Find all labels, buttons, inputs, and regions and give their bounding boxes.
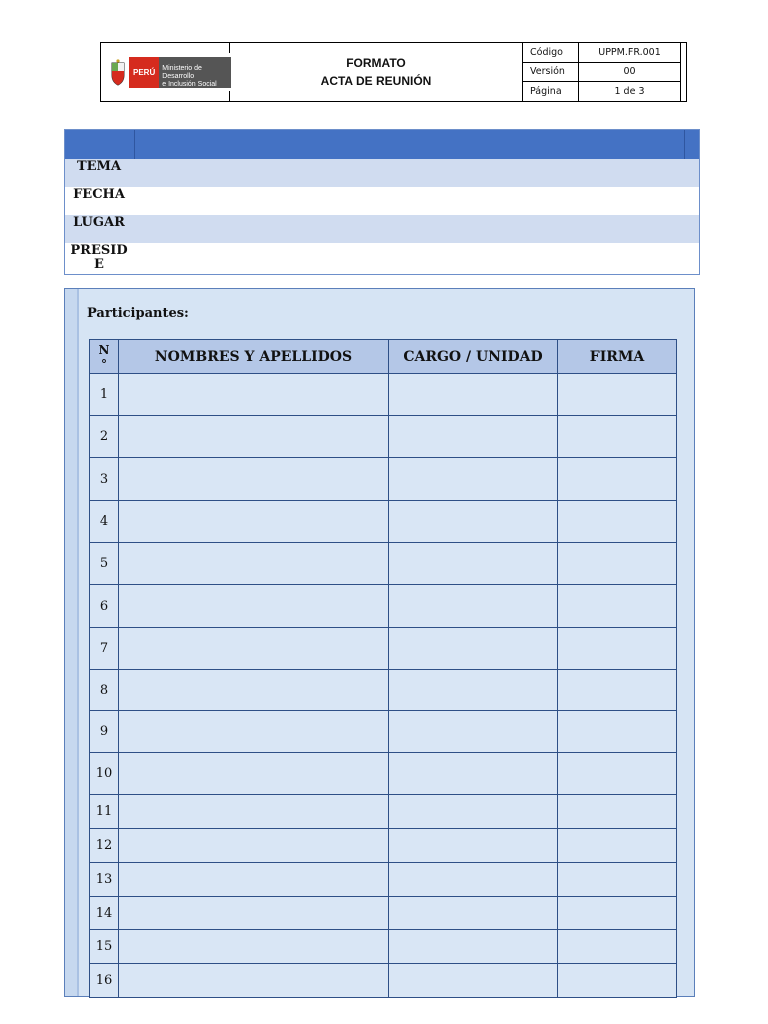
cargo-cell[interactable]	[389, 628, 558, 670]
meta-value: 1 de 3	[579, 82, 681, 102]
row-number: 6	[90, 585, 119, 628]
meeting-info-table	[64, 129, 700, 275]
name-cell[interactable]	[119, 501, 389, 543]
table-row	[90, 897, 677, 930]
firma-cell[interactable]	[558, 897, 677, 930]
table-row	[90, 829, 677, 863]
firma-cell[interactable]	[558, 863, 677, 897]
participants-title: Participantes:	[87, 306, 189, 321]
firma-cell[interactable]	[558, 753, 677, 795]
participants-header-row	[90, 340, 677, 374]
cargo-cell[interactable]	[389, 829, 558, 863]
participants-section	[64, 288, 695, 997]
logo-cell	[101, 43, 230, 101]
column-header-number-line-1: N	[98, 342, 110, 357]
info-label-preside	[65, 244, 133, 272]
table-row	[90, 795, 677, 829]
meta-label: Página	[523, 82, 579, 102]
document-title	[230, 43, 522, 101]
meta-value: UPPM.FR.001	[579, 43, 681, 63]
table-row	[90, 585, 677, 628]
info-label-tema: TEMA	[76, 159, 122, 174]
cargo-cell[interactable]	[389, 753, 558, 795]
table-row	[90, 930, 677, 964]
participants-body	[90, 374, 677, 998]
info-header-bar	[65, 130, 699, 159]
cargo-cell[interactable]	[389, 416, 558, 458]
row-number: 14	[90, 897, 119, 930]
info-row-fecha[interactable]	[65, 187, 699, 215]
info-label-preside-line-1: PRESID	[70, 243, 128, 258]
meta-label: Código	[523, 43, 579, 63]
divider	[684, 130, 685, 159]
name-cell[interactable]	[119, 628, 389, 670]
name-cell[interactable]	[119, 964, 389, 998]
cargo-cell[interactable]	[389, 543, 558, 585]
name-cell[interactable]	[119, 458, 389, 501]
name-cell[interactable]	[119, 543, 389, 585]
meta-row-codigo	[523, 43, 681, 63]
name-cell[interactable]	[119, 795, 389, 829]
cargo-cell[interactable]	[389, 374, 558, 416]
info-label-lugar: LUGAR	[73, 215, 125, 230]
row-number: 1	[90, 374, 119, 416]
row-number: 7	[90, 628, 119, 670]
cargo-cell[interactable]	[389, 930, 558, 964]
cargo-cell[interactable]	[389, 711, 558, 753]
column-header-firma: FIRMA	[558, 340, 677, 374]
name-cell[interactable]	[119, 374, 389, 416]
ministry-name	[159, 57, 231, 88]
name-cell[interactable]	[119, 930, 389, 964]
column-header-cargo: CARGO / UNIDAD	[389, 340, 558, 374]
meta-row-version	[523, 62, 681, 82]
table-row	[90, 863, 677, 897]
title-line-2: ACTA DE REUNIÓN	[320, 74, 432, 88]
column-header-number	[90, 340, 119, 374]
cargo-cell[interactable]	[389, 897, 558, 930]
row-number: 9	[90, 711, 119, 753]
table-row	[90, 628, 677, 670]
ministry-line-2: e Inclusión Social	[162, 81, 217, 88]
cargo-cell[interactable]	[389, 670, 558, 711]
name-cell[interactable]	[119, 585, 389, 628]
column-header-name: NOMBRES Y APELLIDOS	[119, 340, 389, 374]
divider	[134, 130, 135, 159]
name-cell[interactable]	[119, 670, 389, 711]
cargo-cell[interactable]	[389, 501, 558, 543]
table-row	[90, 374, 677, 416]
table-row	[90, 670, 677, 711]
row-number: 5	[90, 543, 119, 585]
row-number: 12	[90, 829, 119, 863]
info-row-tema[interactable]	[65, 159, 699, 187]
name-cell[interactable]	[119, 753, 389, 795]
meta-row-pagina	[523, 82, 681, 102]
name-cell[interactable]	[119, 829, 389, 863]
peru-label: PERÚ	[129, 57, 159, 88]
row-number: 2	[90, 416, 119, 458]
name-cell[interactable]	[119, 711, 389, 753]
info-row-preside[interactable]	[65, 243, 699, 274]
section-strip	[65, 289, 79, 996]
firma-cell[interactable]	[558, 543, 677, 585]
name-cell[interactable]	[119, 897, 389, 930]
name-cell[interactable]	[119, 416, 389, 458]
row-number: 10	[90, 753, 119, 795]
row-number: 15	[90, 930, 119, 964]
info-label-fecha: FECHA	[73, 187, 125, 202]
ministry-line-1: Ministerio de Desarrollo	[162, 65, 202, 80]
table-row	[90, 501, 677, 543]
firma-cell[interactable]	[558, 829, 677, 863]
row-number: 11	[90, 795, 119, 829]
firma-cell[interactable]	[558, 964, 677, 998]
firma-cell[interactable]	[558, 795, 677, 829]
row-number: 3	[90, 458, 119, 501]
firma-cell[interactable]	[558, 458, 677, 501]
cargo-cell[interactable]	[389, 458, 558, 501]
cargo-cell[interactable]	[389, 795, 558, 829]
title-line-1: FORMATO	[346, 56, 406, 70]
row-number: 4	[90, 501, 119, 543]
participants-table	[89, 339, 677, 998]
document-header	[100, 42, 687, 102]
firma-cell[interactable]	[558, 374, 677, 416]
firma-cell[interactable]	[558, 670, 677, 711]
firma-cell[interactable]	[558, 628, 677, 670]
firma-cell[interactable]	[558, 930, 677, 964]
table-row	[90, 711, 677, 753]
column-header-number-line-2: °	[101, 356, 107, 371]
firma-cell[interactable]	[558, 501, 677, 543]
firma-cell[interactable]	[558, 585, 677, 628]
row-number: 8	[90, 670, 119, 711]
cargo-cell[interactable]	[389, 964, 558, 998]
table-row	[90, 543, 677, 585]
meta-value: 00	[579, 62, 681, 82]
table-row	[90, 458, 677, 501]
cargo-cell[interactable]	[389, 863, 558, 897]
coat-of-arms-icon	[109, 59, 127, 87]
row-number: 13	[90, 863, 119, 897]
table-row	[90, 416, 677, 458]
row-number: 16	[90, 964, 119, 998]
cargo-cell[interactable]	[389, 585, 558, 628]
meta-label: Versión	[523, 62, 579, 82]
document-meta-table	[522, 42, 681, 102]
table-row	[90, 964, 677, 998]
table-row	[90, 753, 677, 795]
name-cell[interactable]	[119, 863, 389, 897]
firma-cell[interactable]	[558, 711, 677, 753]
firma-cell[interactable]	[558, 416, 677, 458]
info-label-preside-line-2: E	[94, 257, 104, 272]
ministry-logo	[109, 57, 231, 88]
info-row-lugar[interactable]	[65, 215, 699, 243]
